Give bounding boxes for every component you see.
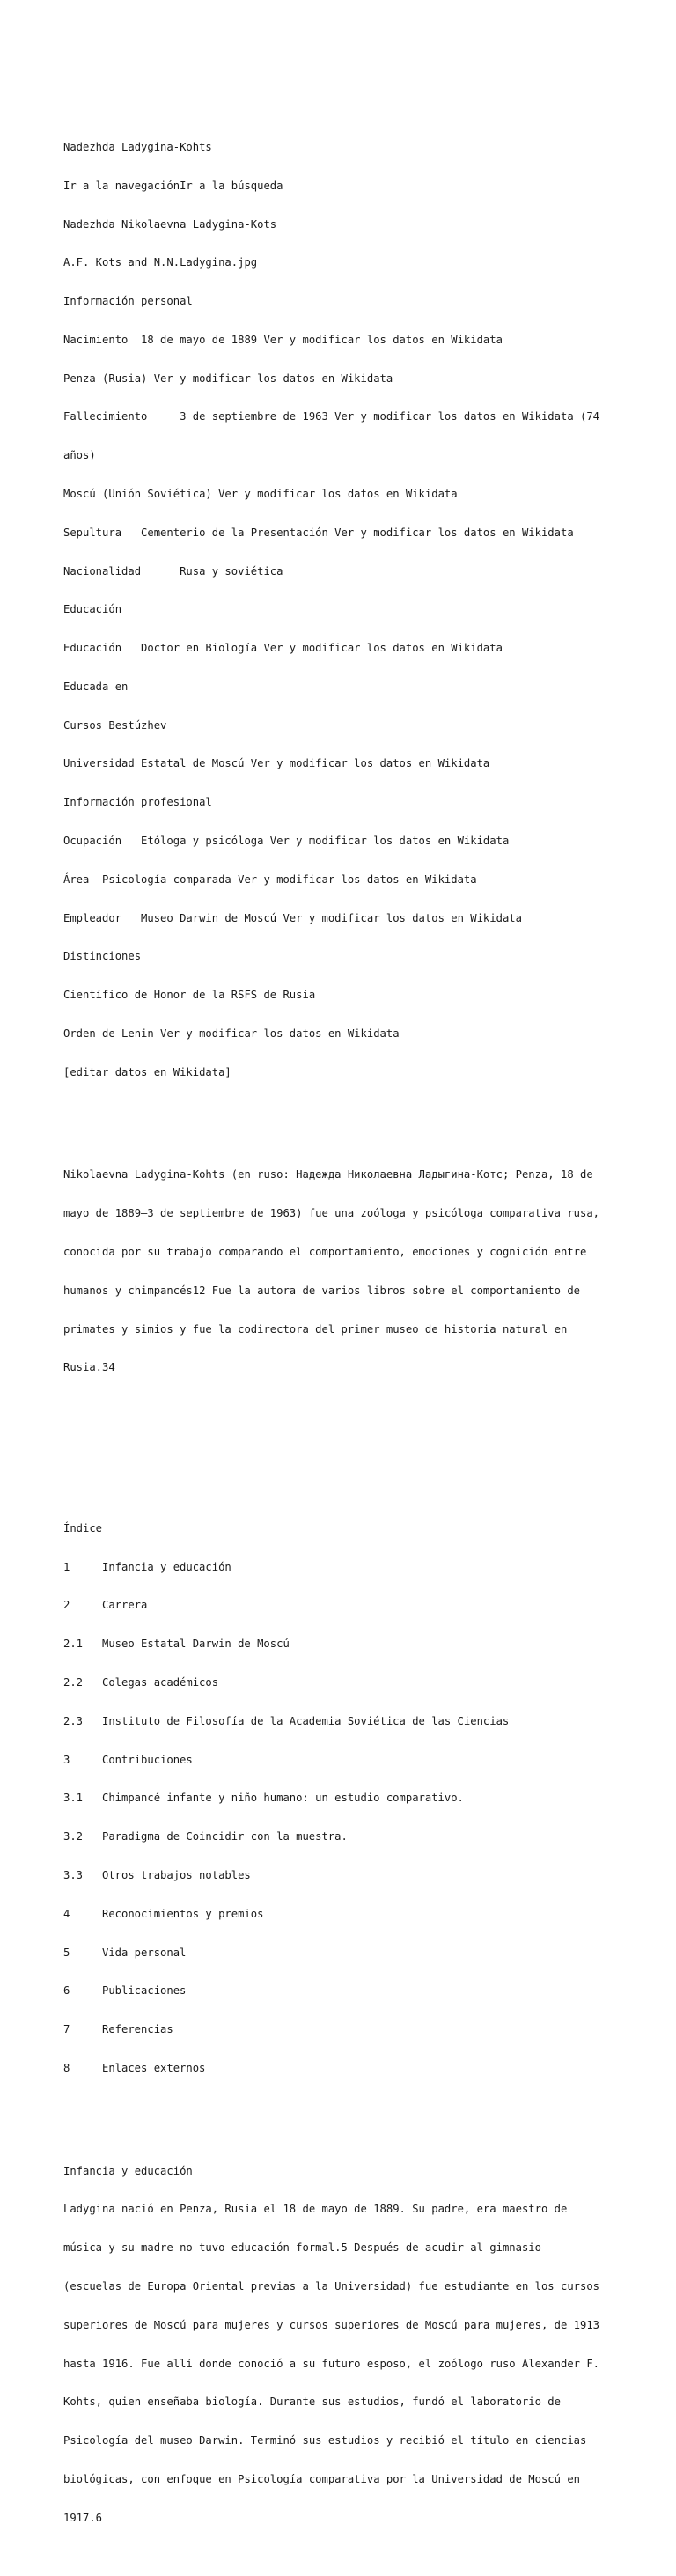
body-line: 1917.6: [63, 2511, 103, 2524]
section-label-education: Educación: [63, 603, 122, 616]
toc-item: [63, 1715, 618, 1728]
toc-number: 6: [63, 1984, 70, 1998]
toc-item: [63, 1984, 618, 1998]
toc-title: Infancia y educación: [102, 1560, 231, 1573]
toc-number: 2.1: [63, 1638, 84, 1651]
navigation-links: Ir a la navegaciónIr a la búsqueda: [63, 179, 283, 192]
toc-number: 2: [63, 1599, 70, 1612]
toc-title: Reconocimientos y premios: [102, 1907, 264, 1920]
section-label-awards: Distinciones: [63, 950, 142, 963]
toc-number: 7: [63, 2023, 70, 2036]
body-line: (escuelas de Europa Oriental previas a la Universidad) fue estudiante en los cursos: [63, 2279, 600, 2293]
toc-number: 4: [63, 1907, 70, 1920]
spacer: [63, 1439, 618, 1458]
toc-item: [63, 1869, 618, 1882]
info-educated-at-label: Educada en: [63, 680, 129, 693]
article-title: Nadezhda Ladygina-Kohts: [63, 140, 212, 153]
document-page: [63, 77, 618, 2576]
toc-number: 8: [63, 2061, 70, 2074]
body-line: Kohts, quien enseñaba biología. Durante sus estudios, fundó el laboratorio de: [63, 2396, 561, 2409]
toc-item: [63, 1830, 618, 1844]
toc-item: [63, 1676, 618, 1689]
section-label-professional: Información profesional: [63, 796, 212, 809]
toc-number: 3.2: [63, 1830, 84, 1844]
toc-title: Vida personal: [102, 1946, 187, 1959]
toc-item: [63, 1561, 618, 1574]
toc-number: 5: [63, 1946, 70, 1959]
toc-number: 3: [63, 1753, 70, 1766]
toc-title: Paradigma de Coincidir con la muestra.: [102, 1830, 348, 1844]
info-birth-place: Penza (Rusia) Ver y modificar los datos en Wikidata: [63, 372, 393, 385]
toc-item: [63, 1908, 618, 1921]
info-occupation: Ocupación Etóloga y psicóloga Ver y modificar los datos en Wikidata: [63, 835, 510, 848]
info-nationality: Nacionalidad Rusa y soviética: [63, 564, 283, 578]
toc-number: 3.1: [63, 1792, 84, 1805]
edit-wikidata-link: [editar datos en Wikidata]: [63, 1065, 231, 1078]
body-line: biológicas, con enfoque en Psicología comparativa por la Universidad de Moscú en: [63, 2472, 580, 2485]
section-heading: Infancia y educación: [63, 2164, 193, 2177]
info-award-2: Orden de Lenin Ver y modificar los datos en Wikidata: [63, 1027, 400, 1040]
toc-number: 2.2: [63, 1676, 84, 1689]
toc-item: [63, 1947, 618, 1960]
intro-line: humanos y chimpancés12 Fue la autora de varios libros sobre el comportamiento de: [63, 1284, 580, 1297]
info-death-place: Moscú (Unión Soviética) Ver y modificar los datos en Wikidata: [63, 488, 458, 500]
body-line: música y su madre no tuvo educación formal.5 Después de acudir al gimnasio: [63, 2241, 541, 2255]
body-line: superiores de Moscú para mujeres y cursos superiores de Moscú para mujeres, de 1913: [63, 2318, 600, 2331]
toc-number: 1: [63, 1560, 70, 1573]
full-name: Nadezhda Nikolaevna Ladygina-Kots: [63, 217, 277, 231]
section-label-personal: Información personal: [63, 295, 193, 308]
toc-title: Publicaciones: [102, 1984, 187, 1998]
toc-item: [63, 2062, 618, 2075]
toc-title: Enlaces externos: [102, 2061, 206, 2074]
section-infancia: [63, 2138, 618, 2550]
toc-item: [63, 2023, 618, 2036]
toc-item: [63, 1792, 618, 1805]
info-educated-at-2: Universidad Estatal de Moscú Ver y modificar los datos en Wikidata: [63, 757, 490, 770]
toc-heading: Índice: [63, 1521, 103, 1535]
toc-title: Colegas académicos: [102, 1676, 219, 1689]
info-education: Educación Doctor en Biología Ver y modificar los datos en Wikidata: [63, 642, 503, 655]
toc-item: [63, 1638, 618, 1651]
info-birth: Nacimiento 18 de mayo de 1889 Ver y modificar los datos en Wikidata: [63, 333, 503, 346]
toc-title: Otros trabajos notables: [102, 1868, 251, 1881]
toc-title: Instituto de Filosofía de la Academia Soviética de las Ciencias: [102, 1714, 510, 1727]
intro-line: conocida por su trabajo comparando el comportamiento, emociones y cognición entre: [63, 1246, 587, 1259]
intro-line: Nikolaevna Ladygina-Kohts (en ruso: Надежда Николаевна Ладыгина-Котс; Penza, 18 de: [63, 1168, 593, 1181]
toc-title: Carrera: [102, 1599, 148, 1612]
table-of-contents: [63, 1497, 618, 2101]
body-line: Ladygina nació en Penza, Rusia el 18 de mayo de 1889. Su padre, era maestro de: [63, 2203, 568, 2216]
intro-line: primates y simios y fue la codirectora del primer museo de historia natural en: [63, 1322, 568, 1336]
info-employer: Empleador Museo Darwin de Moscú Ver y modificar los datos en Wikidata: [63, 911, 522, 924]
toc-number: 3.3: [63, 1868, 84, 1881]
info-award-1: Científico de Honor de la RSFS de Rusia: [63, 989, 316, 1002]
toc-item: [63, 1754, 618, 1767]
info-death-cont: años): [63, 449, 96, 462]
toc-item: [63, 1599, 618, 1612]
body-line: hasta 1916. Fue allí donde conoció a su futuro esposo, el zoólogo ruso Alexander F.: [63, 2357, 600, 2370]
infobox: [63, 115, 618, 1105]
info-educated-at-1: Cursos Bestúzhev: [63, 718, 167, 732]
image-caption: A.F. Kots and N.N.Ladygina.jpg: [63, 256, 258, 269]
info-burial: Sepultura Cementerio de la Presentación Ver y modificar los datos en Wikidata: [63, 526, 574, 539]
toc-number: 2.3: [63, 1714, 84, 1727]
info-field: Área Psicología comparada Ver y modificar los datos en Wikidata: [63, 872, 477, 886]
intro-paragraph: [63, 1143, 618, 1400]
toc-title: Chimpancé infante y niño humano: un estudio comparativo.: [102, 1792, 464, 1805]
toc-title: Contribuciones: [102, 1753, 193, 1766]
info-death: Fallecimiento 3 de septiembre de 1963 Ver y modificar los datos en Wikidata (74: [63, 410, 600, 423]
body-line: Psicología del museo Darwin. Terminó sus estudios y recibió el título en ciencias: [63, 2434, 587, 2447]
toc-title: Museo Estatal Darwin de Moscú: [102, 1638, 290, 1651]
intro-line: Rusia.34: [63, 1361, 115, 1374]
intro-line: mayo de 1889–3 de septiembre de 1963) fue una zoóloga y psicóloga comparativa rusa,: [63, 1207, 600, 1220]
toc-title: Referencias: [102, 2023, 173, 2036]
